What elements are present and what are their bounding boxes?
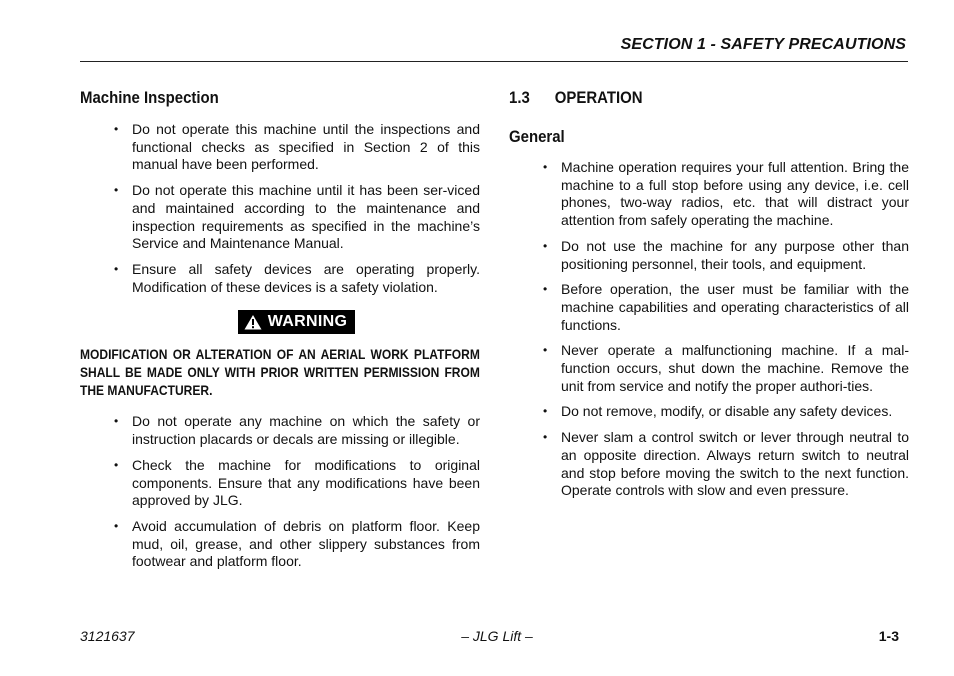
bullet-icon: • — [543, 282, 548, 297]
footer-document-number: 3121637 — [80, 628, 135, 644]
warning-label: WARNING — [267, 313, 348, 331]
list-item-text: Avoid accumulation of debris on platform floor. Keep mud, oil, grease, and other slippery substances from footwear and platform floor. — [132, 517, 480, 570]
list-item — [80, 457, 480, 510]
list-item-text: Do not operate any machine on which the safety or instruction placards or decals are missing or illegible. — [132, 413, 480, 448]
modification-bullet-list — [80, 413, 480, 571]
inspection-bullet-list — [80, 121, 480, 296]
warning-badge — [238, 310, 355, 334]
bullet-icon: • — [114, 414, 119, 429]
bullet-icon: • — [114, 183, 119, 198]
list-item — [80, 518, 480, 571]
list-item-text: Do not remove, modify, or disable any safety devices. — [561, 403, 893, 420]
bullet-icon: • — [114, 122, 119, 136]
machine-inspection-heading: Machine Inspection — [80, 88, 219, 107]
list-item-text: Check the machine for modifications to original components. Ensure that any modifications have been approved by JLG. — [132, 456, 480, 509]
list-item — [509, 281, 909, 334]
operation-section-heading — [509, 86, 861, 110]
list-item — [509, 342, 909, 395]
bullet-icon: • — [543, 343, 548, 358]
list-item-text: Before operation, the user must be familiar with the machine capabilities and operating characteristics of all functions. — [561, 281, 909, 333]
warning-text: MODIFICATION OR ALTERATION OF AN AERIAL WORK PLATFORM SHALL BE MADE ONLY WITH PRIOR WRITTEN PERMISSION FROM THE MANUFACTURER. — [80, 346, 480, 398]
bullet-icon: • — [114, 457, 119, 472]
list-item-text: Never slam a control switch or lever through neutral to an opposite direction. Always return switch to neutral and stop before moving the switch to the next function. Operate controls with slow and even pressure. — [561, 429, 909, 499]
list-item — [509, 403, 909, 421]
right-column — [509, 86, 909, 508]
list-item — [80, 121, 480, 174]
bullet-icon: • — [543, 404, 548, 419]
list-item-text: Never operate a malfunctioning machine. If a mal-function occurs, shut down the machine. Remove the unit from service and notify the proper authori-ties. — [561, 342, 909, 394]
list-item-text: Do not use the machine for any purpose other than positioning personnel, their tools, and equipment. — [561, 237, 909, 272]
bullet-icon: • — [543, 160, 548, 174]
warning-callout — [80, 310, 480, 335]
list-item-text: Do not operate this machine until it has been ser-viced and maintained according to the maintenance and inspection requirements as specified in the machine’s Service and Maintenance Manual. — [132, 182, 480, 252]
bullet-icon: • — [543, 238, 548, 253]
list-item — [80, 261, 480, 296]
bullet-icon: • — [114, 261, 119, 276]
list-item — [509, 159, 909, 230]
section-title: OPERATION — [554, 88, 643, 107]
warning-triangle-icon — [244, 314, 262, 330]
list-item — [509, 238, 909, 273]
footer-page-number: 1-3 — [878, 628, 899, 644]
section-number: 1.3 — [509, 88, 530, 107]
list-item — [509, 429, 909, 500]
list-item-text: Ensure all safety devices are operating properly. Modification of these devices is a safety violation. — [132, 260, 480, 295]
footer-publisher: – JLG Lift – — [461, 628, 533, 644]
list-item — [80, 413, 480, 448]
header-divider — [80, 61, 908, 62]
list-item — [80, 182, 480, 253]
left-column — [80, 86, 480, 579]
bullet-icon: • — [114, 518, 119, 533]
list-item-text: Machine operation requires your full attention. Bring the machine to a full stop before using any device, i.e. cell phones, two-way radios, etc. that will distract your attention from safely operating the machine. — [561, 159, 909, 229]
bullet-icon: • — [543, 430, 548, 445]
general-subheading: General — [509, 127, 565, 146]
page-header-title: SECTION 1 - SAFETY PRECAUTIONS — [620, 36, 906, 53]
list-item-text: Do not operate this machine until the inspections and functional checks as specified in Section 2 of this manual have been performed. — [132, 121, 480, 173]
operation-bullet-list — [509, 159, 909, 500]
